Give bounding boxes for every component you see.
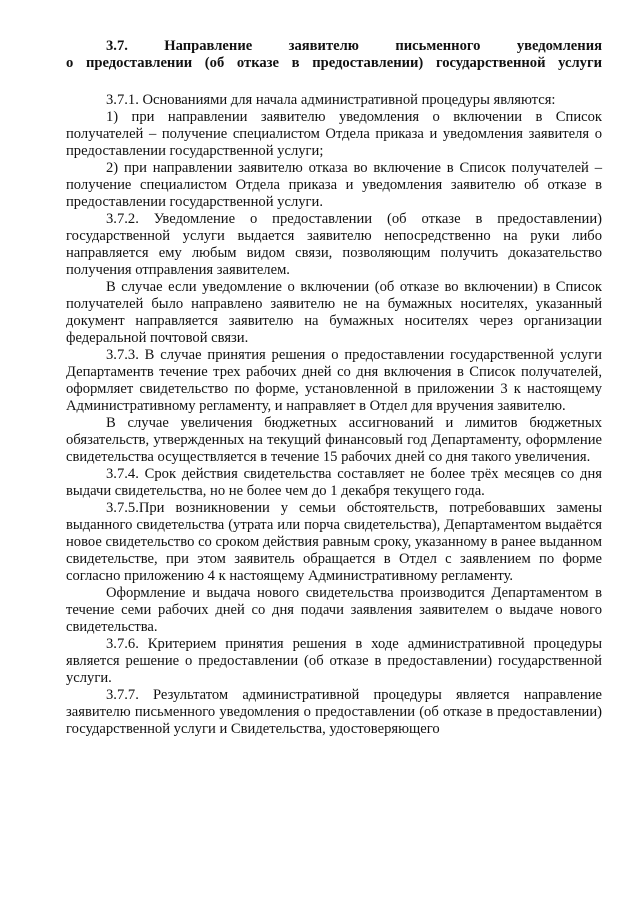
paragraph-paper-delivery: В случае если уведомление о включении (об отказе во включении) в Список получателей было направлено заявителю не на бумажных носителях, указанный документ направляется заявителю на бумажных носителях через организации федеральной почтовой связи. bbox=[66, 279, 602, 346]
document-page bbox=[66, 38, 602, 738]
paragraph-3-7-1: 3.7.1. Основаниями для начала административной процедуры являются: bbox=[106, 92, 556, 108]
paragraph-3-7-7: 3.7.7. Результатом административной процедуры является направление заявителю письменного уведомления о предоставлении (об отказе в предоставлении) государственной услуги и Свидетельства, удостоверяющего bbox=[66, 687, 602, 737]
paragraph-item-1: 1) при направлении заявителю уведомления о включении в Список получателей – получение специалистом Отдела приказа и уведомления заявителя о предоставлении государственной услуги; bbox=[66, 109, 602, 159]
paragraph-3-7-4: 3.7.4. Срок действия свидетельства составляет не более трёх месяцев со дня выдачи свидетельства, но не более чем до 1 декабря текущего года. bbox=[66, 466, 602, 499]
paragraph-3-7-3: 3.7.3. В случае принятия решения о предоставлении государственной услуги Департаментв течение трех рабочих дней со дня включения в Список получателей, оформляет свидетельство по форме, установленной в приложении 3 к настоящему Административному регламенту, и направляет в Отдел для вручения заявителю. bbox=[66, 347, 602, 414]
paragraph-3-7-2: 3.7.2. Уведомление о предоставлении (об отказе в предоставлении) государственной услуги выдается заявителю непосредственно на руки либо направляется ему любым видом связи, позволяющим получить доказательство получения отправления заявителем. bbox=[66, 211, 602, 278]
paragraph-3-7-5: 3.7.5.При возникновении у семьи обстоятельств, потребовавших замены выданного свидетельства (утрата или порча свидетельства), Департаментом выдаётся новое свидетельство со сроком действия равным сроку, указанному в ранее выданном свидетельстве, при этом заявитель обращается в Отдел с заявлением по форме согласно приложению 4 к настоящему Административному регламенту. bbox=[66, 500, 602, 584]
paragraph-budget-increase: В случае увеличения бюджетных ассигнований и лимитов бюджетных обязательств, утвержденных на текущий финансовый год Департаменту, оформление свидетельства осуществляется в течение 15 рабочих дней со дня такого увеличения. bbox=[66, 415, 602, 465]
section-heading-line1: 3.7. Направление заявителю письменного уведомления bbox=[106, 38, 602, 54]
section-body bbox=[66, 92, 602, 738]
paragraph-new-certificate: Оформление и выдача нового свидетельства производится Департаментом в течение семи рабочих дней со дня подачи заявления заявителем о выдаче нового свидетельства. bbox=[66, 585, 602, 635]
paragraph-item-2: 2) при направлении заявителю отказа во включение в Список получателей – получение специалистом Отдела приказа и уведомления заявителю об отказе в предоставлении государственной услуги. bbox=[66, 160, 602, 210]
section-heading-line2: о предоставлении (об отказе в предоставлении) государственной услуги bbox=[66, 55, 602, 71]
paragraph-3-7-6: 3.7.6. Критерием принятия решения в ходе административной процедуры является решение о предоставлении (об отказе в предоставлении) государственной услуги. bbox=[66, 636, 602, 686]
